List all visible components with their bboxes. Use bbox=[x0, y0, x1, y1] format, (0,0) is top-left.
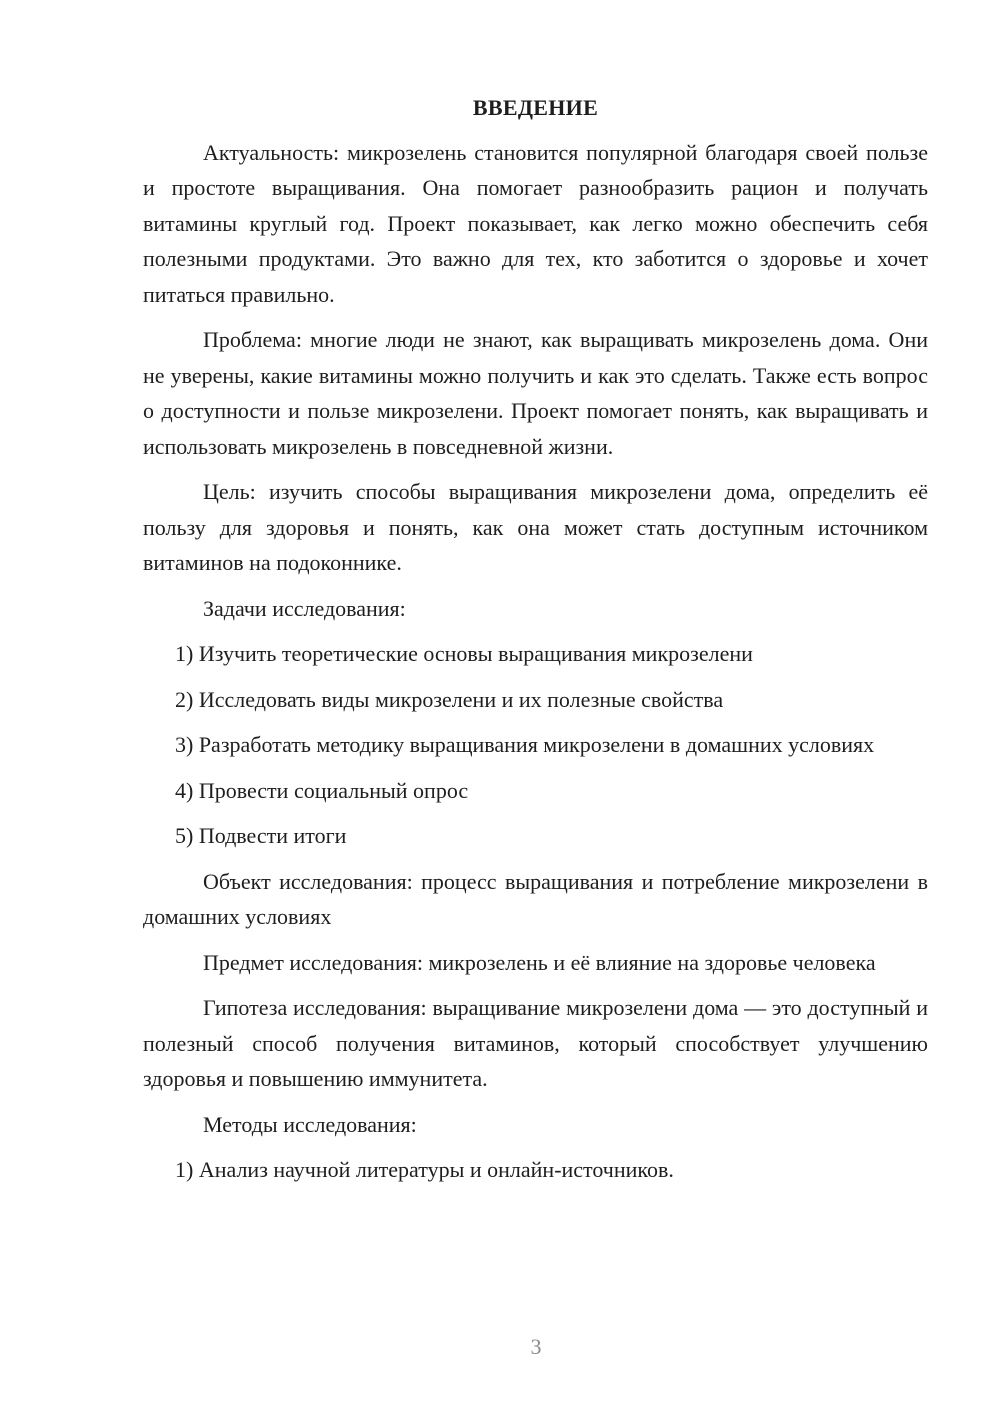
page-title: ВВЕДЕНИЕ bbox=[472, 95, 599, 120]
tasks-heading: Задачи исследования: bbox=[203, 595, 406, 621]
object-paragraph: Объект исследования: процесс выращивания и потребление микрозелени в домашних условиях bbox=[143, 868, 928, 929]
method-item: 1) Анализ научной литературы и онлайн-источников. bbox=[175, 1157, 674, 1182]
methods-heading: Методы исследования: bbox=[203, 1111, 417, 1137]
task-item: 1) Изучить теоретические основы выращивания микрозелени bbox=[175, 641, 753, 666]
page-number: 3 bbox=[530, 1334, 542, 1359]
problem-paragraph: Проблема: многие люди не знают, как выращивать микрозелень дома. Они не уверены, какие витамины можно получить и как это сделать. Также есть вопрос о доступности и пользе микрозелени. Проект помогает понять, как выращивать и использовать микрозелень в повседневной жизни. bbox=[143, 327, 928, 459]
relevance-paragraph: Актуальность: микрозелень становится популярной благодаря своей пользе и простоте выращивания. Она помогает разнообразить рацион и получать витамины круглый год. Проект показывает, как легко можно обеспечить себя полезными продуктами. Это важно для тех, кто заботится о здоровье и хочет питаться правильно. bbox=[143, 139, 928, 307]
task-item: 4) Провести социальный опрос bbox=[175, 777, 469, 803]
document-page bbox=[143, 90, 928, 1198]
hypothesis-paragraph: Гипотеза исследования: выращивание микрозелени дома — это доступный и полезный способ получения витаминов, который способствует улучшению здоровья и повышению иммунитета. bbox=[143, 995, 928, 1091]
task-item: 2) Исследовать виды микрозелени и их полезные свойства bbox=[175, 686, 724, 712]
goal-paragraph: Цель: изучить способы выращивания микрозелени дома, определить её пользу для здоровья и понять, как она может стать доступным источником витаминов на подоконнике. bbox=[143, 479, 928, 575]
task-item: 5) Подвести итоги bbox=[175, 823, 347, 848]
task-item: 3) Разработать методику выращивания микрозелени в домашних условиях bbox=[175, 732, 875, 757]
subject-paragraph: Предмет исследования: микрозелень и её влияние на здоровье человека bbox=[203, 949, 876, 975]
